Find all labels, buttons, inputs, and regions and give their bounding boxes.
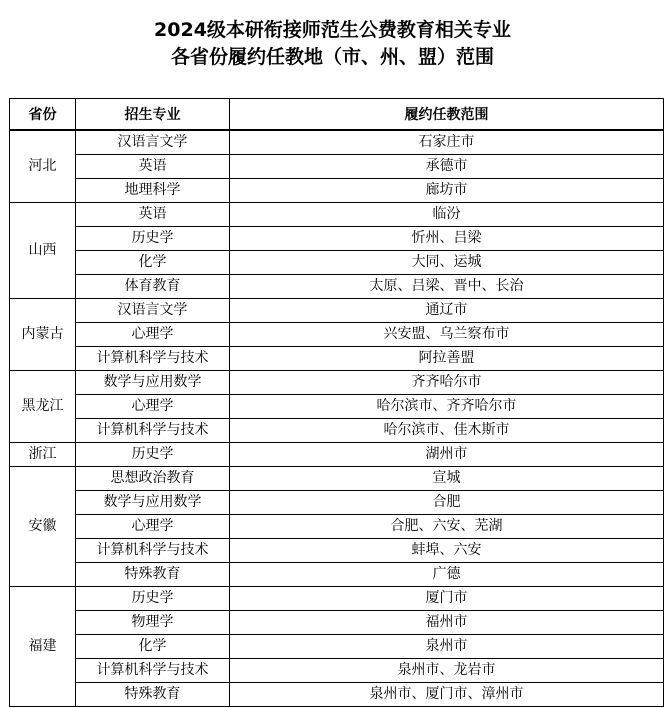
table-header-row bbox=[10, 99, 664, 131]
major-cell: 计算机科学与技术 bbox=[76, 347, 230, 371]
major-cell: 英语 bbox=[76, 155, 230, 179]
scope-cell: 大同、运城 bbox=[230, 251, 664, 275]
table-row bbox=[10, 371, 664, 395]
major-cell: 历史学 bbox=[76, 227, 230, 251]
major-cell: 物理学 bbox=[76, 611, 230, 635]
province-cell: 黑龙江 bbox=[10, 371, 76, 443]
province-cell: 安徽 bbox=[10, 467, 76, 587]
header-scope: 履约任教范围 bbox=[230, 99, 664, 131]
table-row bbox=[10, 659, 664, 683]
scope-cell: 哈尔滨市、齐齐哈尔市 bbox=[230, 395, 664, 419]
province-cell: 山西 bbox=[10, 203, 76, 299]
scope-cell: 合肥 bbox=[230, 491, 664, 515]
scope-cell: 湖州市 bbox=[230, 443, 664, 467]
header-major: 招生专业 bbox=[76, 99, 230, 131]
scope-cell: 阿拉善盟 bbox=[230, 347, 664, 371]
major-cell: 历史学 bbox=[76, 443, 230, 467]
scope-cell: 宣城 bbox=[230, 467, 664, 491]
document-title-line2: 各省份履约任教地（市、州、盟）范围 bbox=[170, 46, 494, 68]
scope-cell: 太原、吕梁、晋中、长治 bbox=[230, 275, 664, 299]
table-row bbox=[10, 179, 664, 203]
table-row bbox=[10, 155, 664, 179]
major-cell: 英语 bbox=[76, 203, 230, 227]
scope-cell: 合肥、六安、芜湖 bbox=[230, 515, 664, 539]
table-row bbox=[10, 683, 664, 707]
table-row bbox=[10, 299, 664, 323]
major-cell: 特殊教育 bbox=[76, 563, 230, 587]
table-row bbox=[10, 563, 664, 587]
major-cell: 计算机科学与技术 bbox=[76, 659, 230, 683]
province-cell: 福建 bbox=[10, 587, 76, 707]
major-cell: 思想政治教育 bbox=[76, 467, 230, 491]
province-cell: 河北 bbox=[10, 130, 76, 203]
province-cell: 内蒙古 bbox=[10, 299, 76, 371]
scope-cell: 临汾 bbox=[230, 203, 664, 227]
scope-cell: 泉州市、厦门市、漳州市 bbox=[230, 683, 664, 707]
major-cell: 计算机科学与技术 bbox=[76, 539, 230, 563]
major-cell: 化学 bbox=[76, 251, 230, 275]
major-cell: 数学与应用数学 bbox=[76, 491, 230, 515]
table-row bbox=[10, 611, 664, 635]
province-cell: 浙江 bbox=[10, 443, 76, 467]
scope-cell: 齐齐哈尔市 bbox=[230, 371, 664, 395]
table-row bbox=[10, 251, 664, 275]
table-row bbox=[10, 491, 664, 515]
scope-cell: 廊坊市 bbox=[230, 179, 664, 203]
document-title-line1: 2024级本研衔接师范生公费教育相关专业 bbox=[154, 19, 511, 41]
table-row bbox=[10, 539, 664, 563]
table-body bbox=[10, 130, 664, 707]
major-cell: 体育教育 bbox=[76, 275, 230, 299]
major-cell: 计算机科学与技术 bbox=[76, 419, 230, 443]
scope-cell: 广德 bbox=[230, 563, 664, 587]
scope-cell: 泉州市 bbox=[230, 635, 664, 659]
scope-cell: 承德市 bbox=[230, 155, 664, 179]
scope-cell: 通辽市 bbox=[230, 299, 664, 323]
scope-cell: 兴安盟、乌兰察布市 bbox=[230, 323, 664, 347]
table-row bbox=[10, 443, 664, 467]
scope-cell: 石家庄市 bbox=[230, 130, 664, 155]
scope-cell: 福州市 bbox=[230, 611, 664, 635]
major-cell: 心理学 bbox=[76, 395, 230, 419]
scope-cell: 厦门市 bbox=[230, 587, 664, 611]
table-row bbox=[10, 515, 664, 539]
major-cell: 心理学 bbox=[76, 323, 230, 347]
major-cell: 汉语言文学 bbox=[76, 130, 230, 155]
table-row bbox=[10, 587, 664, 611]
table-row bbox=[10, 395, 664, 419]
table-row bbox=[10, 635, 664, 659]
major-cell: 数学与应用数学 bbox=[76, 371, 230, 395]
major-cell: 化学 bbox=[76, 635, 230, 659]
scope-cell: 蚌埠、六安 bbox=[230, 539, 664, 563]
major-cell: 特殊教育 bbox=[76, 683, 230, 707]
table-row bbox=[10, 130, 664, 155]
scope-cell: 忻州、吕梁 bbox=[230, 227, 664, 251]
table-row bbox=[10, 467, 664, 491]
major-cell: 历史学 bbox=[76, 587, 230, 611]
table-row bbox=[10, 347, 664, 371]
scope-table bbox=[9, 98, 664, 707]
major-cell: 汉语言文学 bbox=[76, 299, 230, 323]
major-cell: 心理学 bbox=[76, 515, 230, 539]
scope-cell: 哈尔滨市、佳木斯市 bbox=[230, 419, 664, 443]
table-row bbox=[10, 323, 664, 347]
table-row bbox=[10, 203, 664, 227]
table-row bbox=[10, 227, 664, 251]
scope-cell: 泉州市、龙岩市 bbox=[230, 659, 664, 683]
major-cell: 地理科学 bbox=[76, 179, 230, 203]
header-province: 省份 bbox=[10, 99, 76, 131]
table-row bbox=[10, 419, 664, 443]
table-row bbox=[10, 275, 664, 299]
